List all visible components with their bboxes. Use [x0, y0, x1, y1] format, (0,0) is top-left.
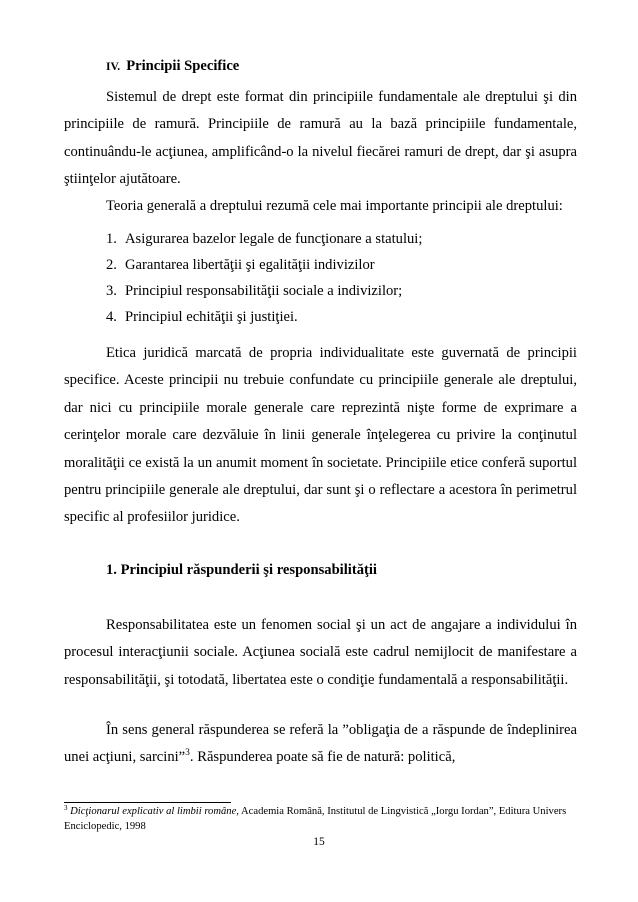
list-item: 4. Principiul echităţii şi justiţiei. [106, 309, 298, 325]
list-item: 3. Principiul responsabilităţii sociale a indivizilor; [106, 283, 403, 299]
footnote-reference[interactable]: 3 [185, 748, 190, 759]
footnote-source-details: Academia Română, Institutul de Lingvistică „Iorgu Iordan”, Editura Univers Enciclopedic, 1998 [64, 806, 567, 832]
list-item: 1. Asigurarea bazelor legale de funcţionare a statului; [106, 231, 423, 247]
footnote [64, 805, 577, 834]
section-heading [106, 58, 239, 75]
paragraph-liability: În sens general răspunderea se referă la ”obligaţia de a răspunde de îndeplinirea unei acţiuni, sarcini”$^3$. Răspunderea poate să fie de natură: politică, [64, 722, 577, 766]
principles-list [106, 226, 422, 330]
paragraph-responsibility: Responsabilitatea este un fenomen social şi un act de angajare a individului în procesul interacţiunii sociale. Acţiunea socială este cadrul nemijlocit de manifestare a responsabilităţii, şi totodată, libertatea este o condiţie fundamentală a responsabilităţii. [64, 617, 577, 688]
paragraph-legal-ethics: Etica juridică marcată de propria individualitate este guvernată de principii specifice. Aceste principii nu trebuie confundate cu principiile generale ale dreptului, dar nici cu principiile morale generale care reprezintă nişte forme de exprimare a cerinţelor morale care dezvăluie în linii generale înţelegerea cu privire la conţinutul moralităţii ce există la un anumit moment în societate. Principiile etice conferă suportul pentru principiile generale ale dreptului, dar sunt şi o reflectare a acestora în perimetrul specific al profesiilor juridice. [64, 345, 577, 526]
page-number: 15 [313, 836, 325, 848]
subsection-heading: 1. Principiul răspunderii şi responsabilităţii [106, 562, 377, 578]
footnote-source-title: Dicţionarul explicativ al limbii române, [70, 806, 239, 817]
footnote-separator [64, 802, 231, 803]
list-item: 2. Garantarea libertăţii şi egalităţii indivizilor [106, 257, 375, 273]
paragraph-system-of-law: Sistemul de drept este format din principiile fundamentale ale dreptului şi din principiile de ramură. Principiile de ramură au la bază principiile fundamentale, continuându-le acţiunea, amplificând-o la nivelul fiecărei ramuri de drept, dar şi asupra ştiinţelor ajutătoare. [64, 89, 577, 188]
section-title: Principii Specifice [126, 58, 240, 74]
footnote-marker: 3 [64, 804, 68, 812]
paragraph-general-theory: Teoria generală a dreptului rezumă cele mai importante principii ale dreptului: [106, 198, 563, 214]
section-number: IV. [106, 61, 121, 73]
